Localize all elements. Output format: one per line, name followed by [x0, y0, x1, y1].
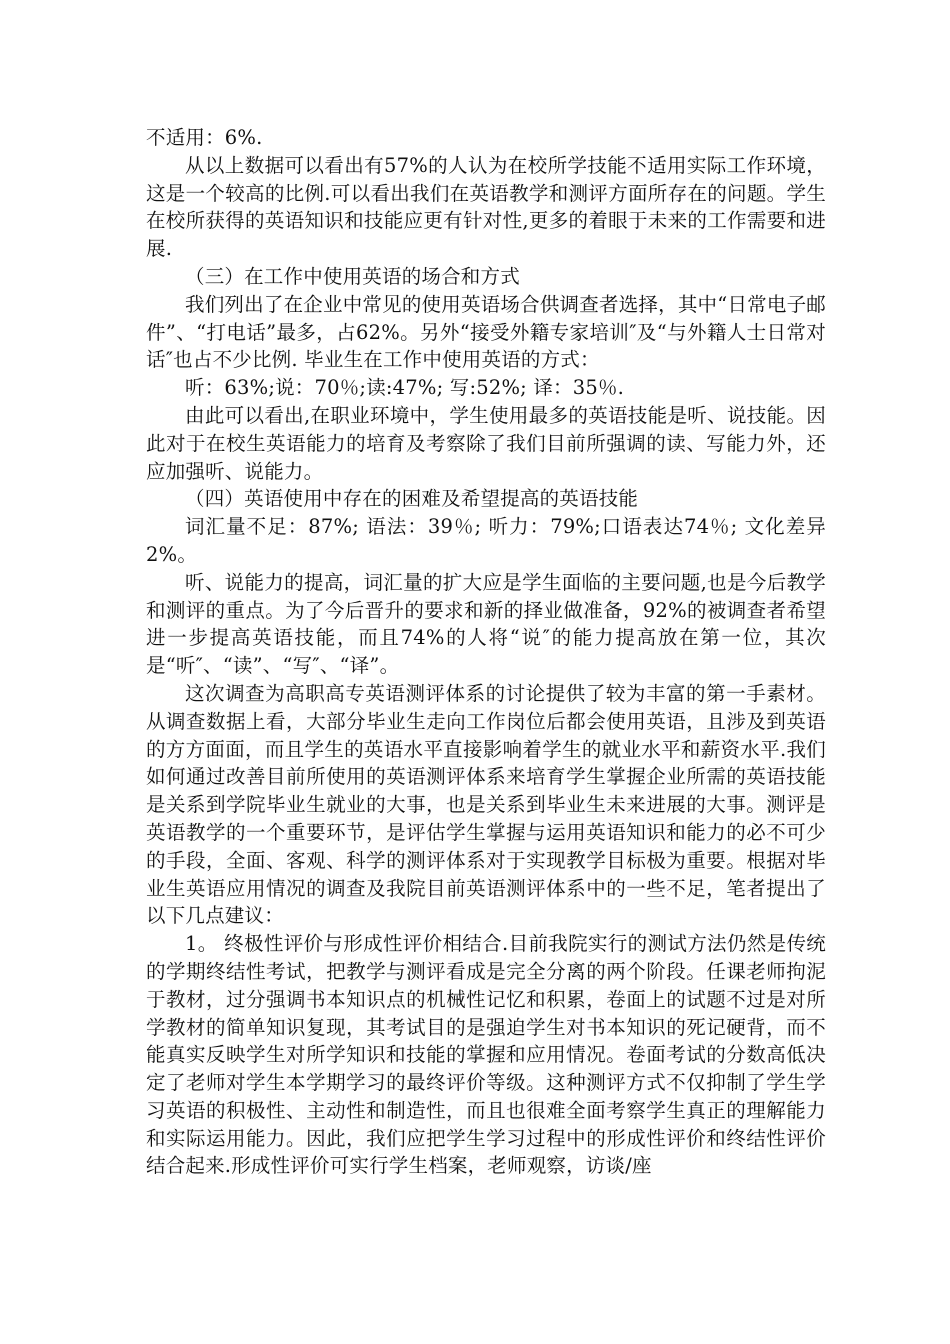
paragraph-5: 听：63%;说：70％;读:47%; 写:52%; 译：35％. [185, 376, 625, 400]
paragraph-1: 不适用：6%. [146, 126, 263, 149]
paragraph-4: 我们列出了在企业中常见的使用英语场合供调查者选择，其中“日常电子邮件”、“打电话”最多，占62%。另外“接受外籍专家培训″及“与外籍人士日常对话″也占不少比例. 毕业生在工作中使用英语的方式： [146, 292, 826, 372]
paragraph-2: 从以上数据可以看出有57%的人认为在校所学技能不适用实际工作环境，这是一个较高的比例.可以看出我们在英语教学和测评方面所存在的问题。学生在校所获得的英语知识和技能应更有针对性,更多的着眼于未来的工作需要和进展. [146, 153, 826, 261]
paragraph-8: 词汇量不足：87%; 语法：39％; 听力：79%;口语表达74％; 文化差异2%。 [146, 515, 826, 566]
paragraph-6: 由此可以看出,在职业环境中，学生使用最多的英语技能是听、说技能。因此对于在校生英语能力的培育及考察除了我们目前所强调的读、写能力外，还应加强听、说能力。 [146, 403, 826, 483]
paragraph-11: 1。 终极性评价与形成性评价相结合.目前我院实行的测试方法仍然是传统的学期终结性考试，把教学与测评看成是完全分离的两个阶段。任课老师拘泥于教材，过分强调书本知识点的机械性记忆和积累，卷面上的试题不过是对所学教材的简单知识复现，其考试目的是强迫学生对书本知识的死记硬背，而不能真实反映学生对所学知识和技能的掌握和应用情况。卷面考试的分数高低决定了老师对学生本学期学习的最终评价等级。这种测评方式不仅抑制了学生学习英语的积极性、主动性和制造性，而且也很难全面考察学生真正的理解能力和实际运用能力。因此，我们应把学生学习过程中的形成性评价和终结性评价结合起来.形成性评价可实行学生档案，老师观察，访谈/座 [146, 932, 826, 1178]
section-heading-3: （三）在工作中使用英语的场合和方式 [185, 264, 520, 288]
paragraph-9: 听、说能力的提高，词汇量的扩大应是学生面临的主要问题,也是今后教学和测评的重点。为了今后晋升的要求和新的择业做准备，92%的被调查者希望进一步提高英语技能，而且74%的人将“说″的能力提高放在第一位，其次是“听″、“读”、“写″、“译”。 [146, 570, 826, 678]
document-body [146, 124, 826, 1180]
section-heading-4: （四）英语使用中存在的困难及希望提高的英语技能 [185, 487, 639, 511]
paragraph-10: 这次调查为高职高专英语测评体系的讨论提供了较为丰富的第一手素材。从调查数据上看，大部分毕业生走向工作岗位后都会使用英语，且涉及到英语的方方面面，而且学生的英语水平直接影响着学生的就业水平和薪资水平.我们如何通过改善目前所使用的英语测评体系来培育学生掌握企业所需的英语技能是关系到学院毕业生就业的大事，也是关系到毕业生未来进展的大事。测评是英语教学的一个重要环节，是评估学生掌握与运用英语知识和能力的必不可少的手段，全面、客观、科学的测评体系对于实现教学目标极为重要。根据对毕业生英语应用情况的调查及我院目前英语测评体系中的一些不足，笔者提出了以下几点建议： [146, 681, 826, 928]
